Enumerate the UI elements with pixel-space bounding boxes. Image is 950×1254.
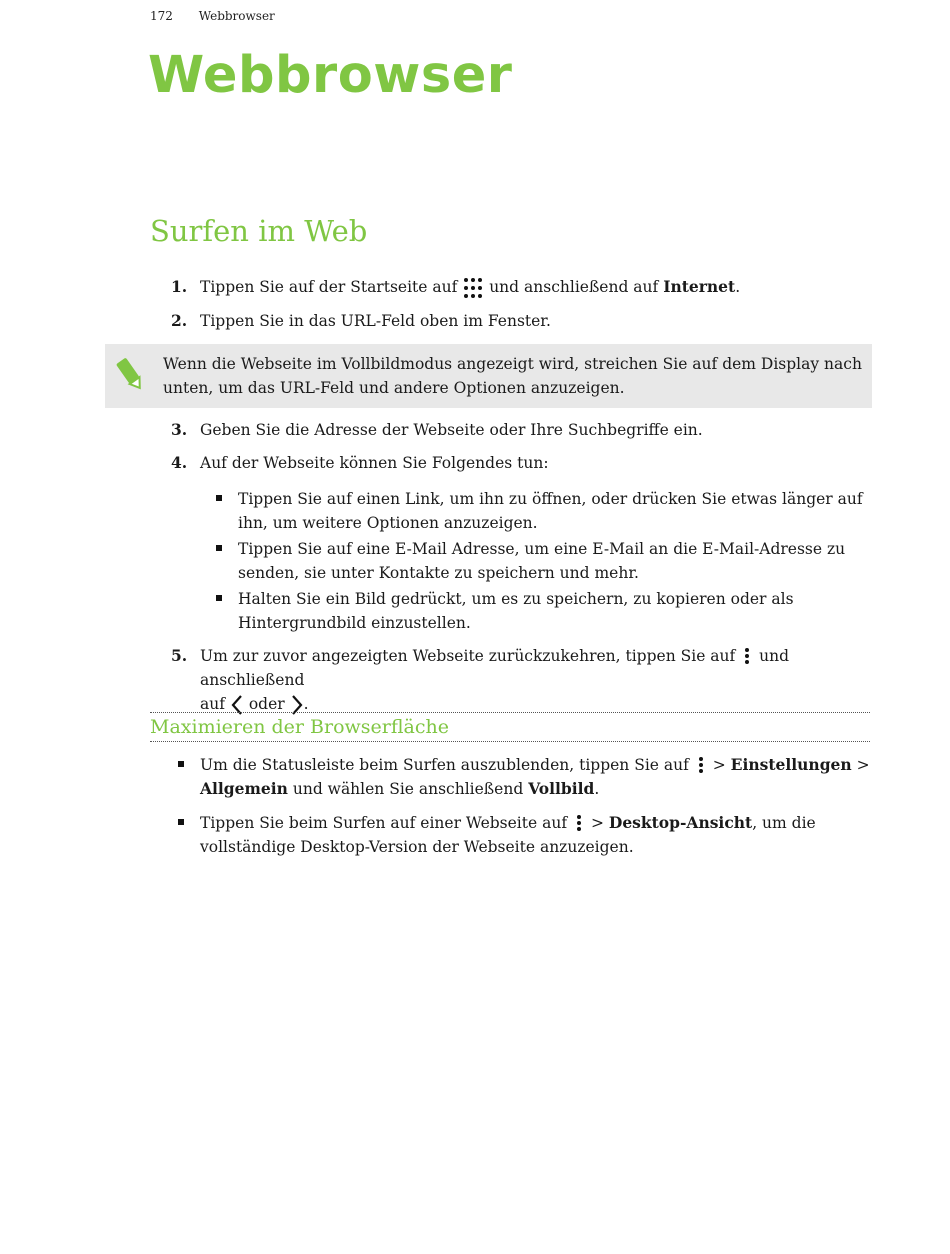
step-2 [150,309,870,333]
list-item [150,753,870,801]
separator: > [590,814,604,832]
list-item-text: Tippen Sie beim Surfen auf einer Webseite auf [200,814,568,832]
step-text: Um zur zuvor angezeigten Webseite zurückzukehren, tippen Sie auf [200,647,736,665]
step-number: 1. [171,277,188,296]
subsection-title: Maximieren der Browserfläche [150,716,449,738]
step-text: und anschließend [200,647,790,689]
separator: > [712,756,726,774]
general-label: Allgemein [200,779,288,798]
step-1 [150,275,870,299]
list-item [214,537,874,585]
step-text: Geben Sie die Adresse der Webseite oder Ihre Suchbegriffe ein. [200,421,703,439]
step-number: 2. [171,311,188,330]
punct: . [594,780,600,798]
apps-grid-icon [462,277,484,299]
list-item [214,587,874,635]
bullet-marker [216,545,222,551]
list-item [214,487,874,535]
step-text: Auf der Webseite können Sie Folgendes tun: [200,454,549,472]
desktop-view-label: Desktop-Ansicht [608,813,753,832]
subsection-heading [150,712,870,742]
bullet-marker [178,761,184,767]
list-item-text: Um die Statusleiste beim Surfen auszublenden, tippen Sie auf [200,756,689,774]
settings-label: Einstellungen [730,755,852,774]
bullet-marker [178,819,184,825]
page-header [150,9,275,23]
bullet-marker [216,595,222,601]
note-box [105,344,872,408]
punct: . [303,695,309,713]
list-item-text: Tippen Sie auf einen Link, um ihn zu öffnen, oder drücken Sie etwas länger auf ihn, um weitere Optionen anzuzeigen. [238,490,863,532]
running-title: Webbrowser [198,9,275,23]
step-text: auf [200,695,225,713]
step-text: und anschließend auf [489,278,659,296]
more-vertical-icon [740,647,754,667]
list-item-text: Halten Sie ein Bild gedrückt, um es zu speichern, zu kopieren oder als Hintergrundbild einzustellen. [238,590,794,632]
step-text: oder [248,695,285,713]
page-number: 172 [150,9,173,23]
bullet-marker [216,495,222,501]
step-number: 4. [171,453,188,472]
step-4-bullet-list [214,487,874,637]
step-text: Tippen Sie in das URL-Feld oben im Fenster. [200,312,551,330]
step-text: Tippen Sie auf der Startseite auf [200,278,458,296]
punct: . [735,278,741,296]
step-number: 3. [171,420,188,439]
separator: > [856,756,870,774]
section-title: Surfen im Web [150,214,368,248]
step-5 [150,644,870,716]
note-text: Wenn die Webseite im Vollbildmodus angezeigt wird, streichen Sie auf dem Display nach unten, um das URL-Feld und andere Optionen anzuzeigen. [163,355,862,397]
step-4 [150,451,870,475]
list-item-text: , um die vollständige Desktop-Version der Webseite anzuzeigen. [200,814,816,856]
more-vertical-icon [694,756,708,776]
more-vertical-icon [572,814,586,834]
internet-label: Internet [663,277,736,296]
step-number: 5. [171,646,188,665]
list-item-text: Tippen Sie auf eine E-Mail Adresse, um eine E-Mail an die E-Mail-Adresse zu senden, sie unter Kontakte zu speichern und mehr. [238,540,846,582]
chapter-title: Webbrowser [148,46,513,105]
list-item [150,811,870,859]
fullscreen-label: Vollbild [528,779,595,798]
step-3 [150,418,870,442]
list-item-text: und wählen Sie anschließend [292,780,524,798]
pencil-note-icon [115,356,145,392]
